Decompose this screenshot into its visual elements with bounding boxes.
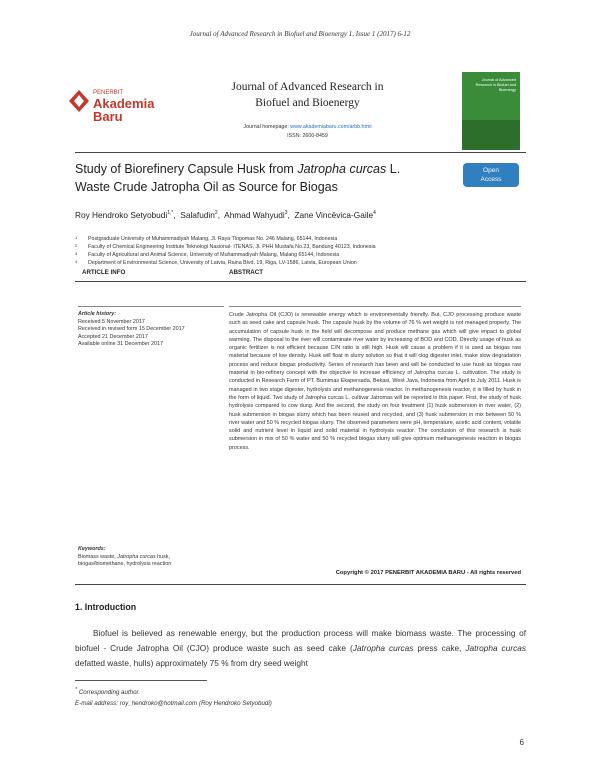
abstract-heading: ABSTRACT	[229, 269, 264, 276]
paper-title-part2: L.	[386, 162, 401, 176]
keywords: Keywords: Biomass waste, Jatropha curcas husk, biogas/biomethane, hydrolysis reaction	[78, 546, 228, 569]
info-divider	[78, 306, 224, 307]
publisher-logo-icon	[68, 89, 90, 113]
open-access-button[interactable]	[463, 163, 519, 187]
accepted-date: Accepted 21 December 2017	[78, 333, 148, 340]
author: Roy Hendroko Setyobudi	[75, 210, 168, 220]
body-divider	[75, 584, 526, 585]
article-history	[78, 311, 228, 349]
author: Ahmad Wahyudi	[224, 210, 285, 220]
footnote	[75, 685, 526, 709]
affiliation: 4 Department of Environmental Science, University of Latvia, Raina Blvd. 19, Riga, LV-1586, Latvia, European Union	[75, 259, 357, 266]
section-divider	[75, 281, 526, 282]
author: Salafudin	[180, 210, 215, 220]
paper-title-line2: Waste Crude Jatropha Oil as Source for Biogas	[75, 180, 338, 194]
running-head: Journal of Advanced Research in Biofuel and Bioenergy 1, Issue 1 (2017) 6-12	[189, 30, 411, 38]
corresponding-author: Corresponding author.	[78, 689, 141, 697]
history-label: Article history:	[78, 311, 117, 317]
header-divider	[75, 152, 526, 153]
section-heading: 1. Introduction	[75, 602, 137, 612]
abstract-divider	[229, 306, 521, 307]
author-list: Roy Hendroko Setyobudi$^{1,*}$, Salafudin$^2$, Ahmad Wahyudi$^3$, Zane Vincēvica-Gaile$^4$	[75, 210, 376, 220]
copyright: Copyright © 2017 PENERBIT AKADEMIA BARU - All rights reserved	[335, 570, 521, 576]
revised-date: Received in revised form 15 December 2017	[78, 326, 185, 333]
journal-title-line1: Journal of Advanced Research in	[231, 81, 384, 93]
publisher-name: Akademia Baru	[93, 96, 155, 124]
page-number: 6	[519, 738, 524, 747]
author-sup: 4	[373, 210, 376, 217]
journal-meta	[210, 123, 405, 141]
journal-title	[210, 79, 405, 111]
keywords-line2: biogas/biomethane, hydrolysis reaction	[78, 561, 172, 568]
homepage-label: Journal homepage:	[243, 124, 289, 130]
author-sup: 1,*	[167, 210, 174, 217]
abstract-text: Crude Jatropha Oil (CJO) is renewable energy which is environmentally friendly. But, CJO processing produce waste such as seed cake and capsule husk. The capsule husk by the volume of 76 % wet weight is not managed properly. The accumulation of capsule husk in the field will decompose and produce methane gas which will give impact to global warming. The disposal to the river will contaminate river water by increasing of BOD and COD. Directly usage of husk as organic fertilizer is not efficient because C/N ratio is still high. Husk will cause a problem if it is used as biogas raw material because of low density. Husk will float in slurry solution so that it will clog digester inlet, make slow degradation process and reduce biogas productivity. Series of research has been and will be conducted to use husk as biogas raw material in bio-refinery concept with the objective to increase efficiency of Jatropha curcas L. cultivation. The study is conducted in Research Farm of PT. Bumimas Ekapersada, Bekasi, West Java, Indonesia from April to July 2011. Husk is managed in two stage digester, hydrolysis and methanogenesis reactor. In methanogenesis reactor, it is filled by husk in the form of liquid. Two study of Jatropha curcas L. cultivar Jatromas will be reported in this paper. First, the study of husk hydrolysis compared to cow dung. And the second, the study on four treatment (1) husk submersion in river water, (2) husk submersion in biogas slurry which has been reused and recycled, and (3) husk submersion in mix between 50 % river water and 50 % recycled biogas slurry. The observed parameters were pH, temperature, acetic acid content, volatile solid and nutrient level in liquid and solid material in hydrolysis reactor. The conclusion of this research is husk submersion in mix of 50 % water and 50 % recycled biogas slurry will give optimum methanogenesis reaction in biogas process.	[229, 312, 521, 451]
author-email: E-mail address: roy_hendroko@hotmail.com (Roy Hendroko Setyobudi)	[75, 700, 272, 708]
cover-band	[462, 120, 520, 150]
journal-cover-image	[462, 72, 520, 150]
affiliation: 3 Faculty of Agricultural and Animal Science, University of Muhammadiyah Malang, Malang 65144, Indonesia	[75, 251, 340, 258]
open-access-line2: Access	[480, 176, 502, 183]
publisher-small: PENERBIT	[93, 90, 124, 96]
author-sup: 3	[284, 210, 288, 217]
author: Zane Vincēvica-Gaile	[294, 210, 374, 220]
paper-title-part1: Study of Biorefinery Capsule Husk from	[75, 162, 298, 176]
keywords-label: Keywords:	[78, 546, 106, 552]
article-info-heading: ARTICLE INFO	[82, 269, 126, 276]
journal-title-line2: Biofuel and Bioenergy	[255, 97, 360, 109]
cover-heading: Journal of Advanced Research in Biofuel and Bioenergy	[475, 78, 516, 92]
received-date: Received 5 November 2017	[78, 318, 145, 325]
affiliation: 1 Postgraduate University of Muhammadiyah Malang, Jl. Raya Tlogomas No. 246 Malang, 65144, Indonesia	[75, 235, 338, 242]
paper-title-italic: Jatropha curcas	[297, 162, 387, 176]
footnote-mark: *	[75, 687, 78, 693]
affiliation: 2 Faculty of Chemical Engineering Institute Teknologi Nasional- ITENAS, Jl. PHH Mustafa No.23, Bandung 40123, Indonesia	[75, 243, 376, 250]
author-sup: 2	[214, 210, 218, 217]
online-date: Available online 31 December 2017	[78, 341, 164, 348]
footnote-rule	[75, 680, 207, 681]
paper-title	[75, 160, 435, 196]
issn: ISSN: 2600-8459	[287, 133, 328, 139]
publisher-logo	[68, 88, 186, 124]
homepage-link[interactable]: www.akademiabaru.com/arbb.html	[290, 124, 372, 130]
open-access-line1: Open	[483, 167, 499, 174]
intro-paragraph: Biofuel is believed as renewable energy, but the production process will make biomass waste. The processing of biofuel - Crude Jatropha Oil (CJO) produce waste such as seed cake (Jatropha curcas press cake, Jatropha curcas defatted waste, hulls) approximately 75 % from dry seed weight	[75, 628, 526, 668]
